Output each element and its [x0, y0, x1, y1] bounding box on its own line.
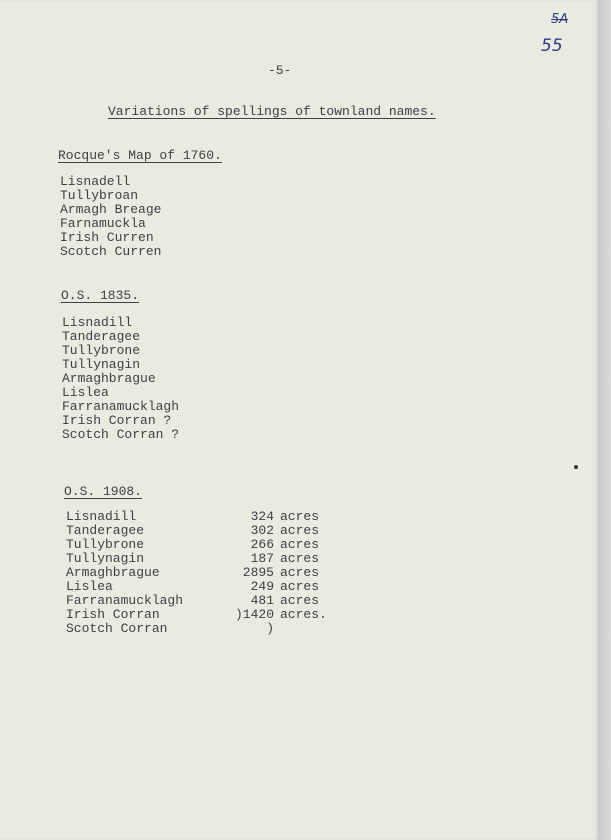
acreage-unit: acres — [280, 509, 320, 524]
list-item: Scotch Corran ? — [62, 427, 180, 442]
os-1835-name-list — [62, 316, 179, 442]
acreage-value: 266 — [250, 537, 274, 552]
list-item: Farnamuckla — [60, 216, 146, 231]
table-row — [66, 510, 327, 524]
townland-name: Lislea — [66, 579, 113, 594]
table-row — [66, 552, 327, 566]
list-item: Lislea — [62, 385, 109, 400]
acreage-unit: acres — [280, 593, 320, 608]
table-row — [66, 594, 327, 608]
section-heading-os-1835: O.S. 1835. — [61, 288, 140, 303]
list-item: Lisnadill — [62, 315, 133, 330]
list-item: Armagh Breage — [60, 202, 162, 217]
table-row — [66, 608, 327, 622]
list-item: Armaghbrague — [62, 371, 156, 386]
acreage-value: 2895 — [242, 565, 274, 580]
acreage-unit: acres — [280, 551, 320, 566]
handwritten-page-reference: 55 — [541, 36, 563, 56]
rocque-name-list — [60, 175, 161, 259]
acreage-unit: acres — [280, 523, 320, 538]
townland-name: Armaghbrague — [66, 565, 160, 580]
table-row — [66, 538, 327, 552]
townland-name: Tullybrone — [66, 537, 145, 552]
ink-speck — [574, 465, 578, 469]
handwritten-struck-reference: 5A — [551, 12, 569, 27]
list-item: Tullybrone — [62, 343, 141, 358]
table-row — [66, 566, 327, 580]
acreage-value: 187 — [250, 551, 274, 566]
acreage-value: 324 — [250, 509, 274, 524]
townland-name: Farranamucklagh — [66, 593, 184, 608]
acreage-unit: acres — [280, 565, 320, 580]
document-title: Variations of spellings of townland names. — [108, 104, 436, 119]
section-heading-rocque: Rocque's Map of 1760. — [58, 148, 222, 163]
os-1908-acreage-table — [66, 510, 327, 636]
townland-name: Lisnadill — [66, 509, 137, 524]
townland-name: Tullynagin — [66, 551, 145, 566]
list-item: Lisnadell — [60, 174, 131, 189]
page-number: -5- — [268, 63, 292, 78]
list-item: Irish Corran ? — [62, 413, 172, 428]
acreage-unit: acres — [280, 537, 320, 552]
acreage-value: ) — [266, 621, 274, 636]
list-item: Tanderagee — [62, 329, 141, 344]
page-edge-shadow — [598, 0, 611, 840]
acreage-value: 302 — [250, 523, 274, 538]
townland-name: Irish Corran — [66, 607, 160, 622]
list-item: Farranamucklagh — [62, 399, 180, 414]
list-item: Tullynagin — [62, 357, 141, 372]
list-item: Tullybroan — [60, 188, 139, 203]
acreage-value: )1420 — [234, 607, 274, 622]
table-row — [66, 524, 327, 538]
table-row — [66, 622, 327, 636]
list-item: Irish Curren — [60, 230, 154, 245]
table-row — [66, 580, 327, 594]
list-item: Scotch Curren — [60, 244, 162, 259]
townland-name: Tanderagee — [66, 523, 145, 538]
acreage-unit: acres — [280, 579, 320, 594]
townland-name: Scotch Corran — [66, 621, 168, 636]
section-heading-os-1908: O.S. 1908. — [64, 484, 143, 499]
acreage-unit: acres. — [280, 607, 327, 622]
acreage-value: 249 — [250, 579, 274, 594]
acreage-value: 481 — [250, 593, 274, 608]
